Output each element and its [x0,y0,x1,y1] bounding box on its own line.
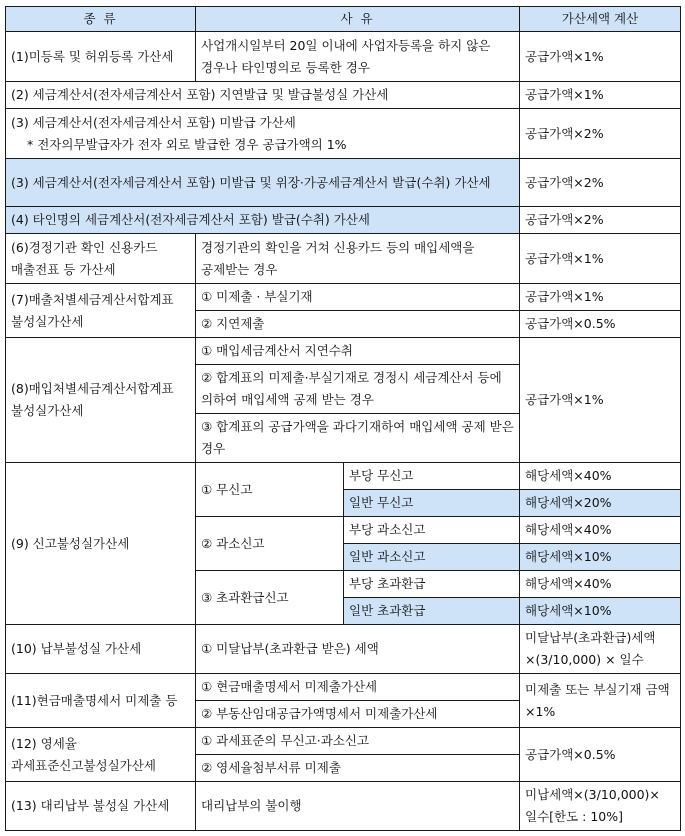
row-sub-label: 부당 초과환급 [344,571,520,598]
row-type: (1)미등록 및 허위등록 가산세 [6,32,196,82]
table-row [6,625,681,674]
row-type: (9) 신고불성실가산세 [6,463,196,625]
row-type: (11)현금매출명세서 미제출 등 [6,674,196,728]
row-type: (12) 영세율 과세표준신고불성실가산세 [6,728,196,782]
row-calc: 미제출 또는 부실기재 금액×1% [520,674,681,728]
row-note: * 전자의무발급자가 전자 외로 발급한 경우 공급가액의 1% [27,136,347,152]
table-row [6,674,681,701]
row-reason: ① 미달납부(초과환급 받은) 세액 [196,625,520,674]
table-row [6,82,681,109]
table-row [6,338,681,365]
row-calc: 공급가액×1% [520,338,681,463]
row-calc: 해당세액×10% [520,544,681,571]
row-type: (10) 납부불성실 가산세 [6,625,196,674]
table-row [6,284,681,311]
table-row [6,207,681,234]
row-group-label: ② 과소신고 [196,517,344,571]
row-reason: ① 과세표준의 무신고·과소신고 [196,728,520,755]
table-row [6,32,681,82]
row-reason: ① 현금매출명세서 미제출가산세 [196,674,520,701]
row-sub-label: 부당 과소신고 [344,517,520,544]
header-reason: 사 유 [196,7,520,32]
table-row [6,109,681,159]
row-type: (13) 대리납부 불성실 가산세 [6,782,196,831]
table-row [6,782,681,831]
row-calc: 공급가액×1% [520,32,681,82]
row-calc: 해당세액×10% [520,598,681,625]
row-type: (3) 세금계산서(전자세금계산서 포함) 미발급 가산세 [11,114,296,130]
row-sub-label: 일반 무신고 [344,490,520,517]
table-header-row [6,7,681,32]
row-calc: 공급가액×0.5% [520,311,681,338]
row-type: (7)매출처별세금계산서합계표 불성실가산세 [6,284,196,338]
row-reason: ② 부동산임대공급가액명세서 미제출가산세 [196,701,520,728]
header-type: 종 류 [6,7,196,32]
row-type: (2) 세금계산서(전자세금계산서 포함) 지연발급 및 발급불성실 가산세 [6,82,520,109]
row-reason: ② 지연제출 [196,311,520,338]
row-reason: ② 합계표의 미제출·부실기재로 경정시 세금계산서 등에 의하여 매입세액 공제 받는 경우 [196,365,520,414]
row-sub-label: 일반 초과환급 [344,598,520,625]
table-row [6,463,681,490]
penalty-tax-table [5,6,681,831]
row-reason: ② 영세율첨부서류 미제출 [196,755,520,782]
row-reason: ③ 합계표의 공급가액을 과다기재하여 매입세액 공제 받은 경우 [196,414,520,463]
row-reason: ① 미제출 · 부실기재 [196,284,520,311]
row-sub-label: 일반 과소신고 [344,544,520,571]
row-calc: 공급가액×1% [520,82,681,109]
row-calc: 공급가액×1% [520,234,681,284]
row-calc: 공급가액×2% [520,109,681,159]
header-calc: 가산세액 계산 [520,7,681,32]
row-group-label: ③ 초과환급신고 [196,571,344,625]
row-calc: 해당세액×40% [520,571,681,598]
row-calc: 해당세액×40% [520,463,681,490]
row-calc: 해당세액×40% [520,517,681,544]
table-row [6,728,681,755]
row-calc: 공급가액×2% [520,207,681,234]
row-calc: 미달납부(초과환급)세액×(3/10,000) × 일수 [520,625,681,674]
row-reason: 사업개시일부터 20일 이내에 사업자등록을 하지 않은 경우나 타인명의로 등록한 경우 [196,32,520,82]
row-calc: 해당세액×20% [520,490,681,517]
row-calc: 공급가액×0.5% [520,728,681,782]
row-type: (6)경정기관 확인 신용카드 매출전표 등 가산세 [6,234,196,284]
row-reason: 경정기관의 확인을 거쳐 신용카드 등의 매입세액을 공제받는 경우 [196,234,520,284]
row-reason: ① 매입세금계산서 지연수취 [196,338,520,365]
row-type: (8)매입처별세금계산서합계표 불성실가산세 [6,338,196,463]
row-sub-label: 부당 무신고 [344,463,520,490]
row-calc: 공급가액×1% [520,284,681,311]
table-row [6,234,681,284]
row-type: (4) 타인명의 세금계산서(전자세금계산서 포함) 발급(수취) 가산세 [6,207,520,234]
row-type: (3) 세금계산서(전자세금계산서 포함) 미발급 및 위장·가공세금계산서 발급(수취) 가산세 [6,159,520,207]
row-calc: 미납세액×(3/10,000)×일수[한도 : 10%] [520,782,681,831]
row-type-with-note [6,109,520,159]
row-group-label: ① 무신고 [196,463,344,517]
table-row [6,159,681,207]
row-calc: 공급가액×2% [520,159,681,207]
row-reason: 대리납부의 불이행 [196,782,520,831]
